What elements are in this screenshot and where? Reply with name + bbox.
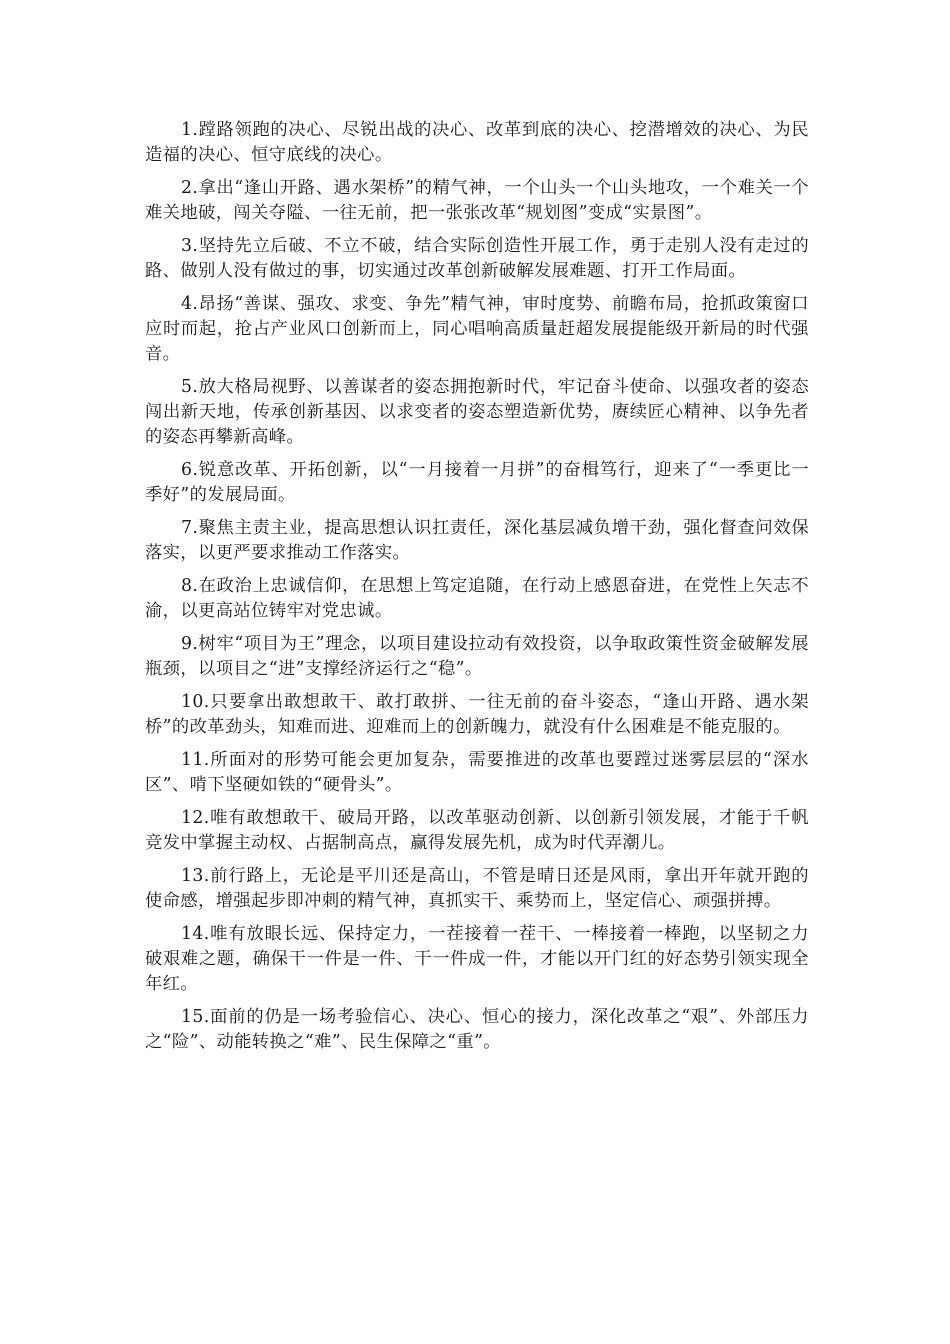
paragraph-12: 12.唯有敢想敢干、破局开路，以改革驱动创新、以创新引领发展，才能于千帆竞发中掌握主动权、占据制高点，赢得发展先机，成为时代弄潮儿。 [145, 808, 809, 853]
paragraph-8: 8.在政治上忠诚信仰，在思想上笃定追随，在行动上感恩奋进，在党性上矢志不渝，以更高站位铸牢对党忠诚。 [145, 576, 809, 621]
paragraph-7: 7.聚焦主责主业，提高思想认识扛责任，深化基层减负增干劲，强化督查问效保落实，以更严要求推动工作落实。 [145, 518, 809, 563]
paragraph-5: 5.放大格局视野、以善谋者的姿态拥抱新时代，牢记奋斗使命、以强攻者的姿态闯出新天地，传承创新基因、以求变者的姿态塑造新优势，赓续匠心精神、以争先者的姿态再攀新高峰。 [145, 377, 809, 447]
paragraph-11: 11.所面对的形势可能会更加复杂，需要推进的改革也要蹚过迷雾层层的“深水区”、啃下坚硬如铁的“硬骨头”。 [145, 750, 809, 795]
paragraph-3: 3.坚持先立后破、不立不破，结合实际创造性开展工作，勇于走别人没有走过的路、做别人没有做过的事，切实通过改革创新破解发展难题、打开工作局面。 [145, 236, 809, 281]
paragraph-13: 13.前行路上，无论是平川还是高山，不管是晴日还是风雨，拿出开年就开跑的使命感，增强起步即冲刺的精气神，真抓实干、乘势而上，坚定信心、顽强拼搏。 [145, 866, 809, 911]
paragraph-6: 6.锐意改革、开拓创新，以“一月接着一月拼”的奋楫笃行，迎来了“一季更比一季好”的发展局面。 [145, 460, 809, 505]
paragraph-1: 1.蹚路领跑的决心、尽锐出战的决心、改革到底的决心、挖潜增效的决心、为民造福的决心、恒守底线的决心。 [145, 120, 809, 165]
paragraph-9: 9.树牢“项目为王”理念，以项目建设拉动有效投资，以争取政策性资金破解发展瓶颈，以项目之“进”支撑经济运行之“稳”。 [145, 634, 809, 679]
paragraph-4: 4.昂扬“善谋、强攻、求变、争先”精气神，审时度势、前瞻布局，抢抓政策窗口应时而起，抢占产业风口创新而上，同心唱响高质量赶超发展提能级开新局的时代强音。 [145, 294, 809, 364]
document-body [145, 118, 809, 1063]
paragraph-2: 2.拿出“逢山开路、遇水架桥”的精气神，一个山头一个山头地攻，一个难关一个难关地破，闯关夺隘、一往无前，把一张张改革“规划图”变成“实景图”。 [145, 178, 809, 223]
paragraph-14: 14.唯有放眼长远、保持定力，一茬接着一茬干、一棒接着一棒跑，以坚韧之力破艰难之题，确保干一件是一件、干一件成一件，才能以开门红的好态势引领实现全年红。 [145, 924, 809, 994]
paragraph-15: 15.面前的仍是一场考验信心、决心、恒心的接力，深化改革之“艰”、外部压力之“险”、动能转换之“难”、民生保障之“重”。 [145, 1007, 809, 1052]
paragraph-10: 10.只要拿出敢想敢干、敢打敢拼、一往无前的奋斗姿态，“逢山开路、遇水架桥”的改革劲头，知难而进、迎难而上的创新魄力，就没有什么困难是不能克服的。 [145, 692, 809, 737]
